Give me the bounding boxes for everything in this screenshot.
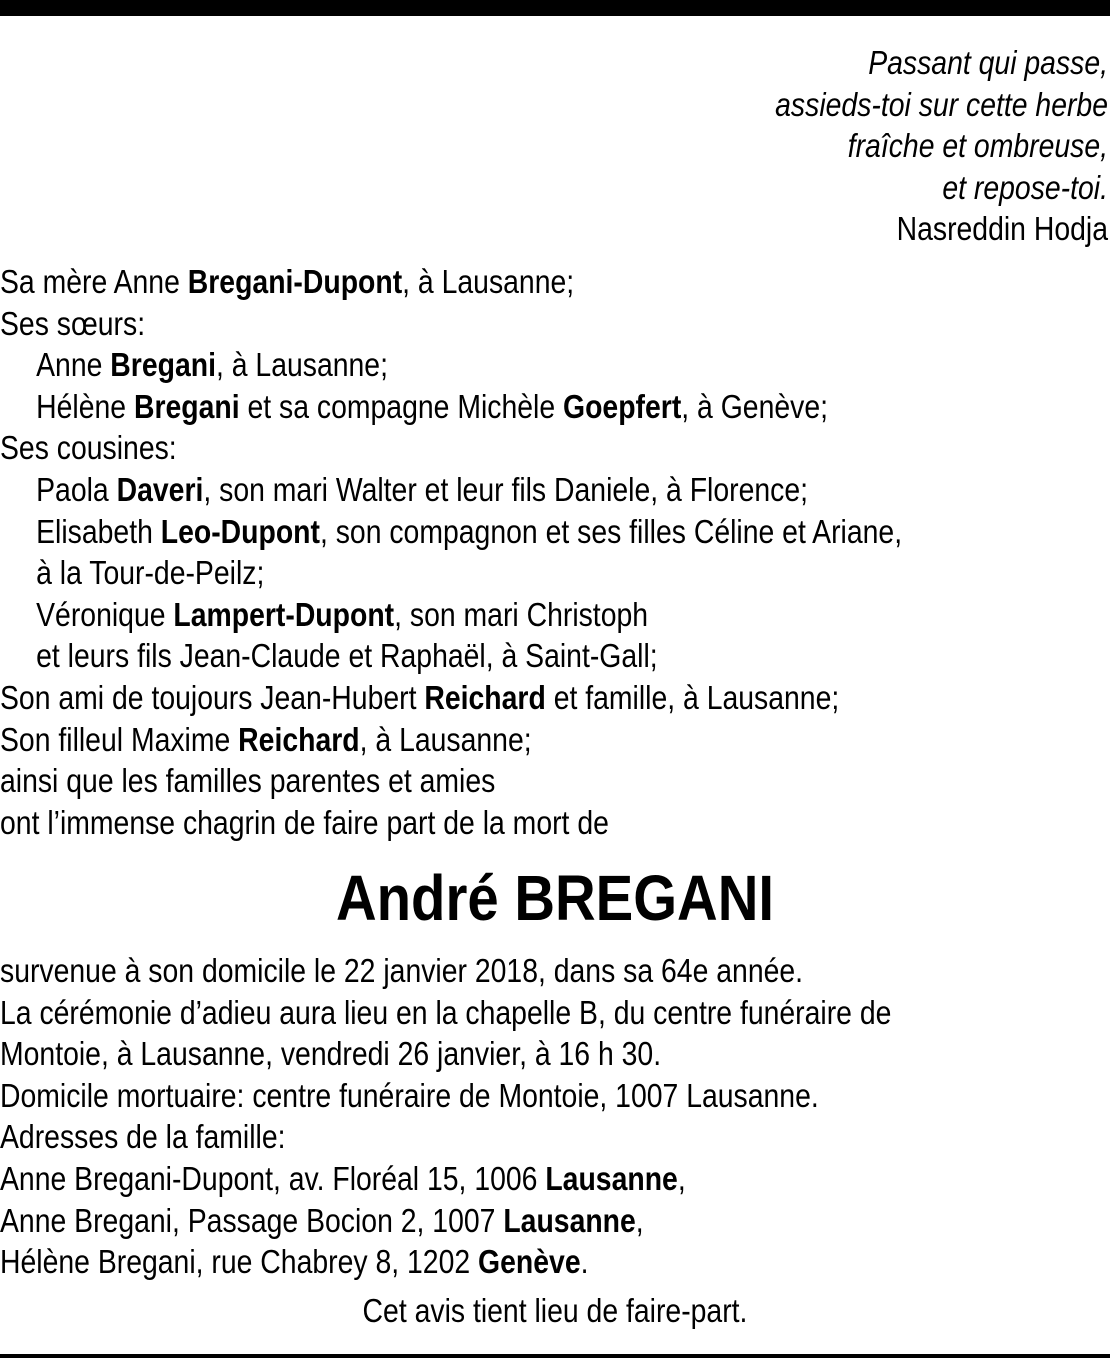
surname: Goepfert (563, 387, 682, 425)
closing-note: Cet avis tient lieu de faire-part. (362, 1292, 748, 1329)
cousin-line: Paola Daveri, son mari Walter et leur fils Daniele, à Florence; (36, 470, 808, 508)
surname: Lampert-Dupont (173, 595, 395, 633)
cousin-line: Véronique Lampert-Dupont, son mari Christoph (36, 595, 649, 633)
bottom-rule (0, 1354, 1110, 1358)
address-line: Anne Bregani-Dupont, av. Floréal 15, 1006 Lausanne, (0, 1159, 686, 1197)
surname: Reichard (238, 720, 360, 758)
details-line: Domicile mortuaire: centre funéraire de Montoie, 1007 Lausanne. (0, 1076, 819, 1114)
address-city: Lausanne (545, 1159, 678, 1197)
epigraph-line: fraîche et ombreuse, (847, 127, 1108, 164)
surname: Bregani (110, 346, 216, 384)
epigraph-author: Nasreddin Hodja (896, 210, 1108, 247)
cousin-line-continued: et leurs fils Jean-Claude et Raphaël, à Saint-Gall; (36, 637, 658, 675)
addresses-heading: Adresses de la famille: (0, 1118, 286, 1156)
details (0, 950, 1109, 1283)
deceased-name: André BREGANI (335, 862, 775, 934)
address-line: Anne Bregani, Passage Bocion 2, 1007 Lausanne, (0, 1201, 644, 1239)
address-city: Genève (478, 1243, 581, 1281)
sister-line: Hélène Bregani et sa compagne Michèle Goepfert, à Genève; (36, 387, 829, 425)
sisters-heading: Ses sœurs: (0, 304, 146, 342)
family-list (0, 261, 1109, 843)
epigraph-line: assieds-toi sur cette herbe (775, 85, 1108, 123)
epigraph (506, 42, 1108, 250)
details-line: Montoie, à Lausanne, vendredi 26 janvier, à 16 h 30. (0, 1035, 662, 1073)
mother-line: Sa mère Anne Bregani-Dupont, à Lausanne; (0, 263, 575, 300)
surname: Leo-Dupont (160, 512, 320, 550)
surname: Bregani-Dupont (187, 263, 403, 300)
epigraph-line: Passant qui passe, (868, 44, 1108, 81)
surname: Bregani (133, 387, 240, 425)
sister-line: Anne Bregani, à Lausanne; (36, 346, 388, 384)
surname: Reichard (424, 678, 546, 716)
address-city: Lausanne (503, 1201, 636, 1239)
closing-line: ont l’immense chagrin de faire part de la mort de (0, 803, 609, 841)
surname: Daveri (116, 470, 204, 508)
cousin-line: Elisabeth Leo-Dupont, son compagnon et ses filles Céline et Ariane, (36, 512, 903, 550)
cousin-line-continued: à la Tour-de-Peilz; (36, 554, 265, 592)
details-line: La cérémonie d’adieu aura lieu en la chapelle B, du centre funéraire de (0, 993, 892, 1031)
top-rule (0, 0, 1110, 16)
cousins-heading: Ses cousines: (0, 429, 177, 467)
epigraph-line: et repose-toi. (942, 168, 1108, 206)
details-line: survenue à son domicile le 22 janvier 2018, dans sa 64e année. (0, 952, 804, 989)
address-line: Hélène Bregani, rue Chabrey 8, 1202 Genève. (0, 1243, 589, 1281)
closing-line: ainsi que les familles parentes et amies (0, 762, 496, 800)
friend-line: Son ami de toujours Jean-Hubert Reichard et famille, à Lausanne; (0, 678, 840, 716)
godson-line: Son filleul Maxime Reichard, à Lausanne; (0, 720, 532, 758)
